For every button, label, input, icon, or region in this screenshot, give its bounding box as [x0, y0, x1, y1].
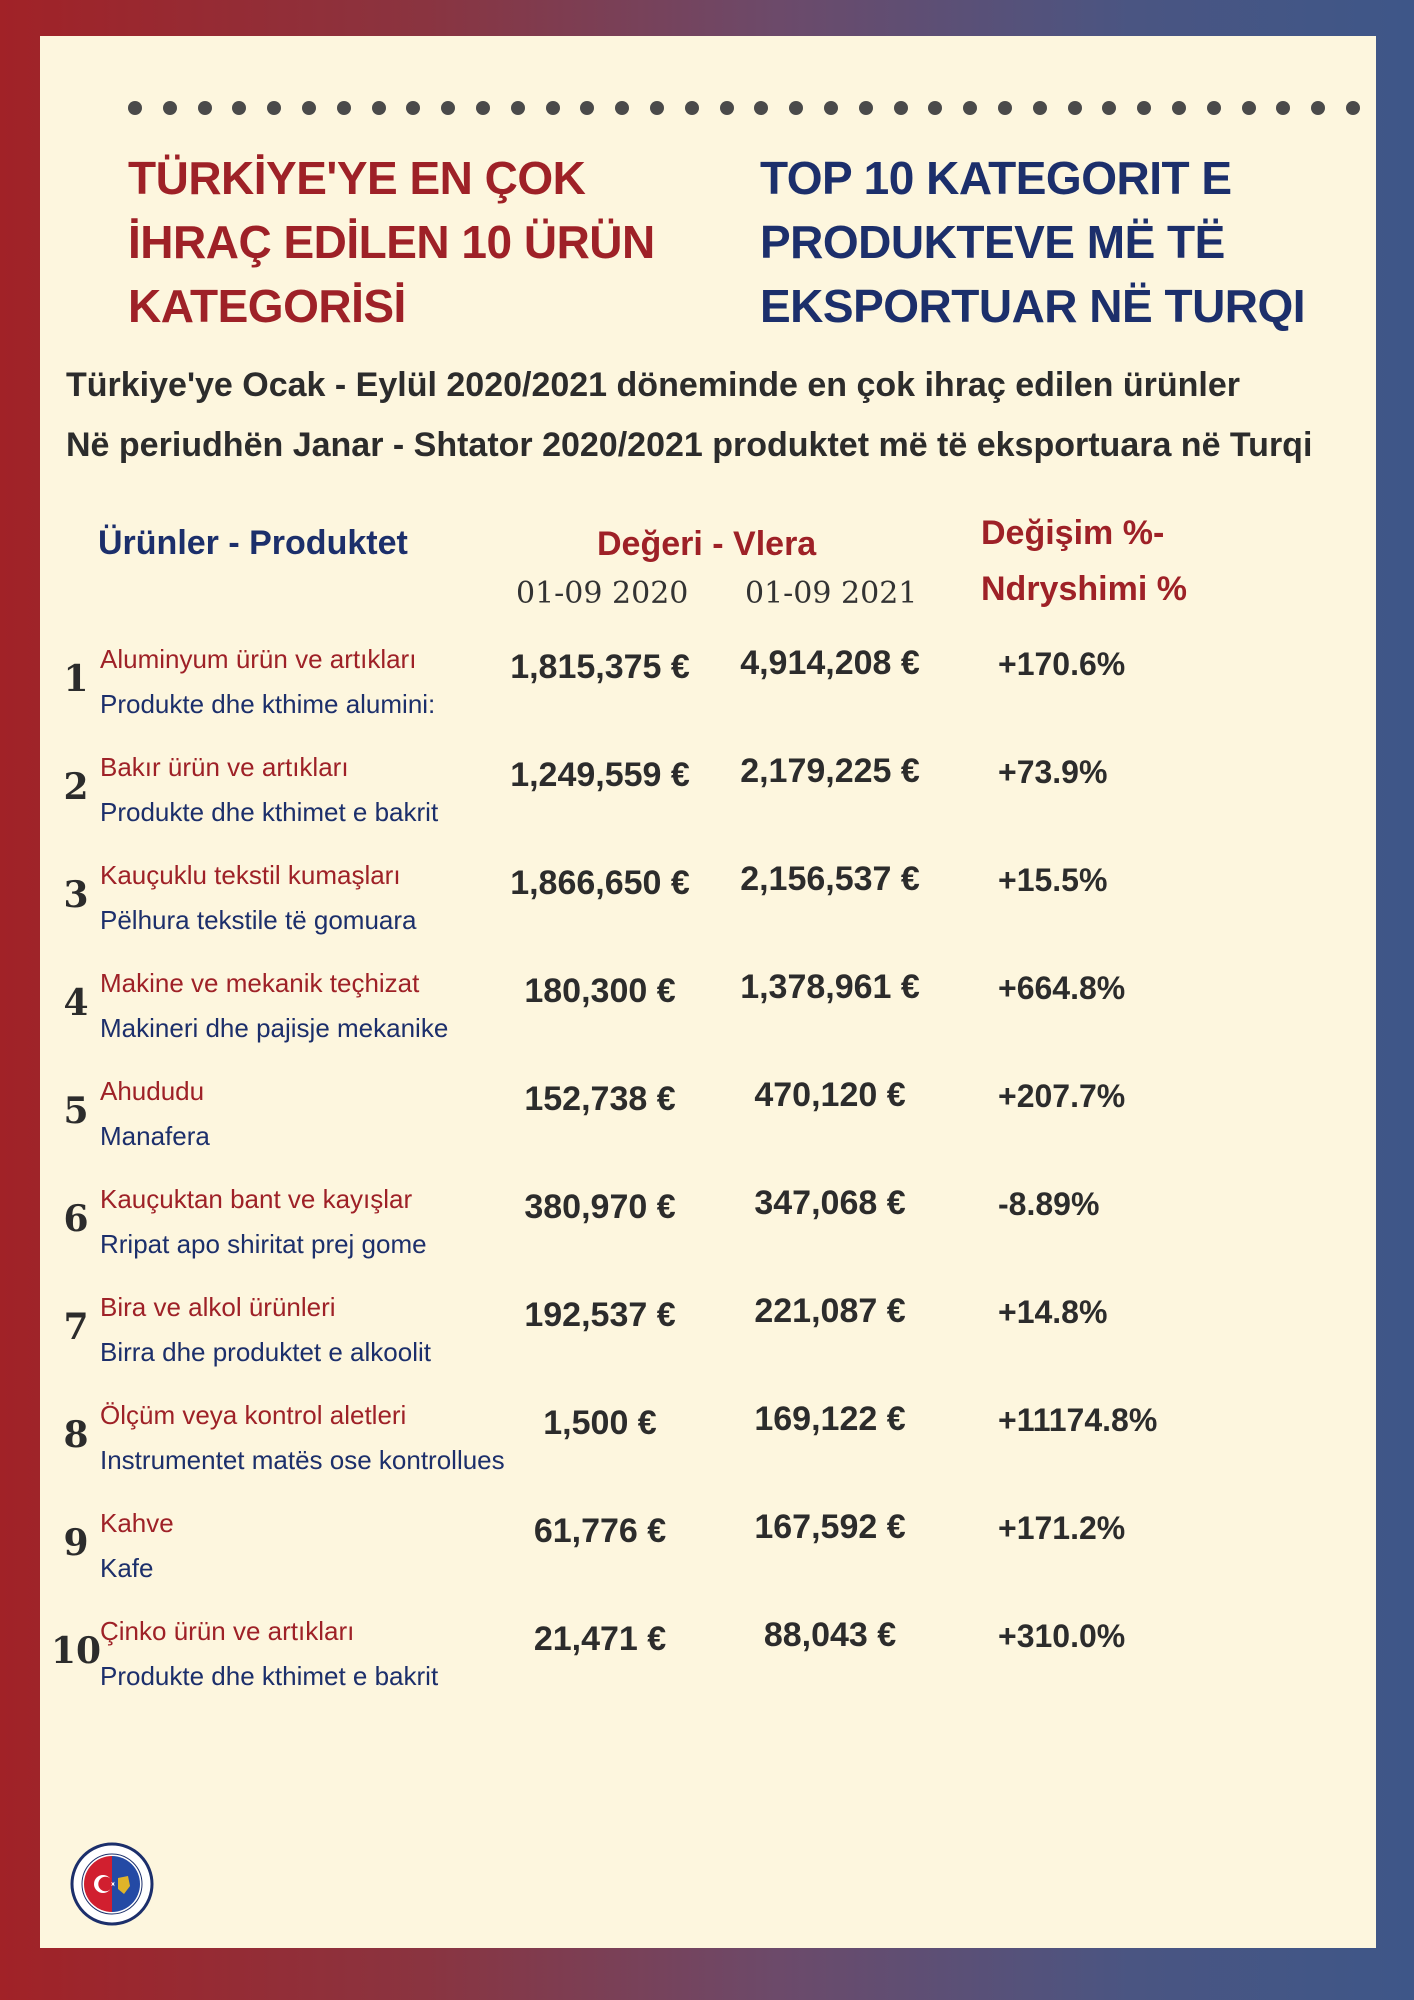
title-albanian-line: EKSPORTUAR NË TURQI [760, 280, 1306, 332]
header-change-line2: Ndryshimi % [981, 570, 1187, 608]
divider-dot [580, 101, 594, 115]
value-2020: 1,500 € [543, 1404, 657, 1442]
value-2021: 1,378,961 € [740, 968, 920, 1006]
divider-dot [511, 101, 525, 115]
product-name-sq: Rripat apo shiritat prej gome [100, 1229, 427, 1259]
table-row [40, 1616, 1376, 1716]
divider-dot [302, 101, 316, 115]
value-2021: 167,592 € [754, 1508, 906, 1546]
value-2021: 4,914,208 € [740, 644, 920, 682]
change-percent: +170.6% [998, 646, 1126, 682]
table-row [40, 1292, 1376, 1392]
row-rank: 7 [63, 1306, 89, 1348]
header-change-line1: Değişim %- [981, 514, 1165, 552]
change-percent: -8.89% [998, 1186, 1100, 1222]
product-name-tr: Kauçuklu tekstil kumaşları [100, 860, 401, 890]
product-name-tr: Makine ve mekanik teçhizat [100, 968, 420, 998]
change-percent: +15.5% [998, 862, 1108, 898]
row-rank: 2 [63, 766, 89, 808]
table-row [40, 1184, 1376, 1284]
product-name-sq: Manafera [100, 1121, 210, 1151]
value-2020: 192,537 € [524, 1296, 676, 1334]
product-name-sq: Kafe [100, 1553, 154, 1583]
value-2021: 169,122 € [754, 1400, 906, 1438]
header-products: Ürünler - Produktet [98, 524, 408, 562]
divider-dot [1276, 101, 1290, 115]
value-2020: 1,249,559 € [510, 756, 690, 794]
table-row [40, 1508, 1376, 1608]
title-turkish [128, 146, 688, 338]
change-percent: +11174.8% [998, 1402, 1158, 1438]
header-year-2021: 01-09 2021 [745, 576, 918, 611]
product-name-tr: Bira ve alkol ürünleri [100, 1292, 336, 1322]
infographic-card [40, 36, 1376, 1948]
subtitle-albanian: Në periudhën Janar - Shtator 2020/2021 produktet më të eksportuara në Turqi [66, 426, 1313, 464]
value-2020: 21,471 € [533, 1620, 667, 1658]
divider-dot [1102, 101, 1116, 115]
divider-dot [1346, 101, 1360, 115]
divider-dot [1033, 101, 1047, 115]
product-name-tr: Aluminyum ürün ve artıkları [100, 644, 417, 674]
header-year-2020: 01-09 2020 [516, 576, 689, 611]
table-row [40, 644, 1376, 744]
row-rank: 9 [63, 1522, 89, 1564]
divider-dot [337, 101, 351, 115]
title-albanian-line: PRODUKTEVE MË TË [760, 216, 1225, 268]
change-percent: +171.2% [998, 1510, 1126, 1546]
divider-dot [267, 101, 281, 115]
product-name-tr: Ölçüm veya kontrol aletleri [100, 1400, 407, 1430]
value-2020: 152,738 € [524, 1080, 676, 1118]
header-value: Değeri - Vlera [597, 525, 817, 563]
title-turkish-line: KATEGORİSİ [128, 280, 406, 332]
divider-dot [1172, 101, 1186, 115]
table-row [40, 860, 1376, 960]
divider-dot [406, 101, 420, 115]
change-percent: +310.0% [998, 1618, 1126, 1654]
product-name-sq: Pëlhura tekstile të gomuara [100, 905, 417, 935]
divider-dot [372, 101, 386, 115]
divider-dot [232, 101, 246, 115]
subtitle-turkish: Türkiye'ye Ocak - Eylül 2020/2021 döneminde en çok ihraç edilen ürünler [66, 366, 1241, 404]
divider-dot [824, 101, 838, 115]
value-2021: 470,120 € [754, 1076, 906, 1114]
title-turkish-line: İHRAÇ EDİLEN 10 ÜRÜN [128, 216, 655, 268]
divider-dot [894, 101, 908, 115]
value-2021: 88,043 € [763, 1616, 897, 1654]
row-rank: 10 [50, 1630, 102, 1672]
divider-dot [1311, 101, 1325, 115]
row-rank: 5 [63, 1090, 89, 1132]
chamber-logo [70, 1842, 154, 1926]
row-rank: 3 [63, 874, 89, 916]
value-2020: 180,300 € [524, 972, 676, 1010]
divider-dot [163, 101, 177, 115]
row-rank: 8 [63, 1414, 89, 1456]
divider-dot [441, 101, 455, 115]
product-name-sq: Instrumentet matës ose kontrollues [100, 1445, 505, 1475]
divider-dot [685, 101, 699, 115]
divider-dot [1207, 101, 1221, 115]
row-rank: 1 [63, 658, 89, 700]
row-rank: 4 [63, 982, 89, 1024]
divider-dot [928, 101, 942, 115]
product-name-tr: Kahve [100, 1508, 174, 1538]
value-2021: 221,087 € [754, 1292, 906, 1330]
divider-dot [963, 101, 977, 115]
dotted-divider [128, 98, 1360, 118]
divider-dot [720, 101, 734, 115]
product-name-tr: Çinko ürün ve artıkları [100, 1616, 355, 1646]
divider-dot [1068, 101, 1082, 115]
change-percent: +73.9% [998, 754, 1108, 790]
title-turkish-line: TÜRKİYE'YE EN ÇOK [128, 152, 586, 204]
title-albanian-line: TOP 10 KATEGORIT E [760, 152, 1232, 204]
change-percent: +14.8% [998, 1294, 1108, 1330]
product-name-sq: Birra dhe produktet e alkoolit [100, 1337, 431, 1367]
value-2020: 1,815,375 € [510, 648, 690, 686]
divider-dot [754, 101, 768, 115]
change-percent: +207.7% [998, 1078, 1126, 1114]
divider-dot [476, 101, 490, 115]
divider-dot [650, 101, 664, 115]
divider-dot [128, 101, 142, 115]
value-2020: 1,866,650 € [510, 864, 690, 902]
divider-dot [859, 101, 873, 115]
product-name-sq: Produkte dhe kthimet e bakrit [100, 1661, 439, 1691]
product-name-tr: Kauçuktan bant ve kayışlar [100, 1184, 413, 1214]
divider-dot [1242, 101, 1256, 115]
value-2021: 347,068 € [754, 1184, 906, 1222]
value-2021: 2,156,537 € [740, 860, 920, 898]
table-row [40, 968, 1376, 1068]
value-2020: 61,776 € [533, 1512, 667, 1550]
table-row [40, 752, 1376, 852]
value-2021: 2,179,225 € [740, 752, 920, 790]
title-albanian [760, 146, 1340, 338]
product-name-tr: Ahududu [100, 1076, 205, 1106]
divider-dot [546, 101, 560, 115]
product-name-sq: Makineri dhe pajisje mekanike [100, 1013, 449, 1043]
product-name-sq: Produkte dhe kthime alumini: [100, 689, 436, 719]
divider-dot [615, 101, 629, 115]
table-row [40, 1076, 1376, 1176]
divider-dot [1137, 101, 1151, 115]
value-2020: 380,970 € [524, 1188, 676, 1226]
table-row [40, 1400, 1376, 1500]
divider-dot [198, 101, 212, 115]
row-rank: 6 [63, 1198, 89, 1240]
product-name-tr: Bakır ürün ve artıkları [100, 752, 349, 782]
divider-dot [998, 101, 1012, 115]
divider-dot [789, 101, 803, 115]
product-name-sq: Produkte dhe kthimet e bakrit [100, 797, 439, 827]
change-percent: +664.8% [998, 970, 1126, 1006]
